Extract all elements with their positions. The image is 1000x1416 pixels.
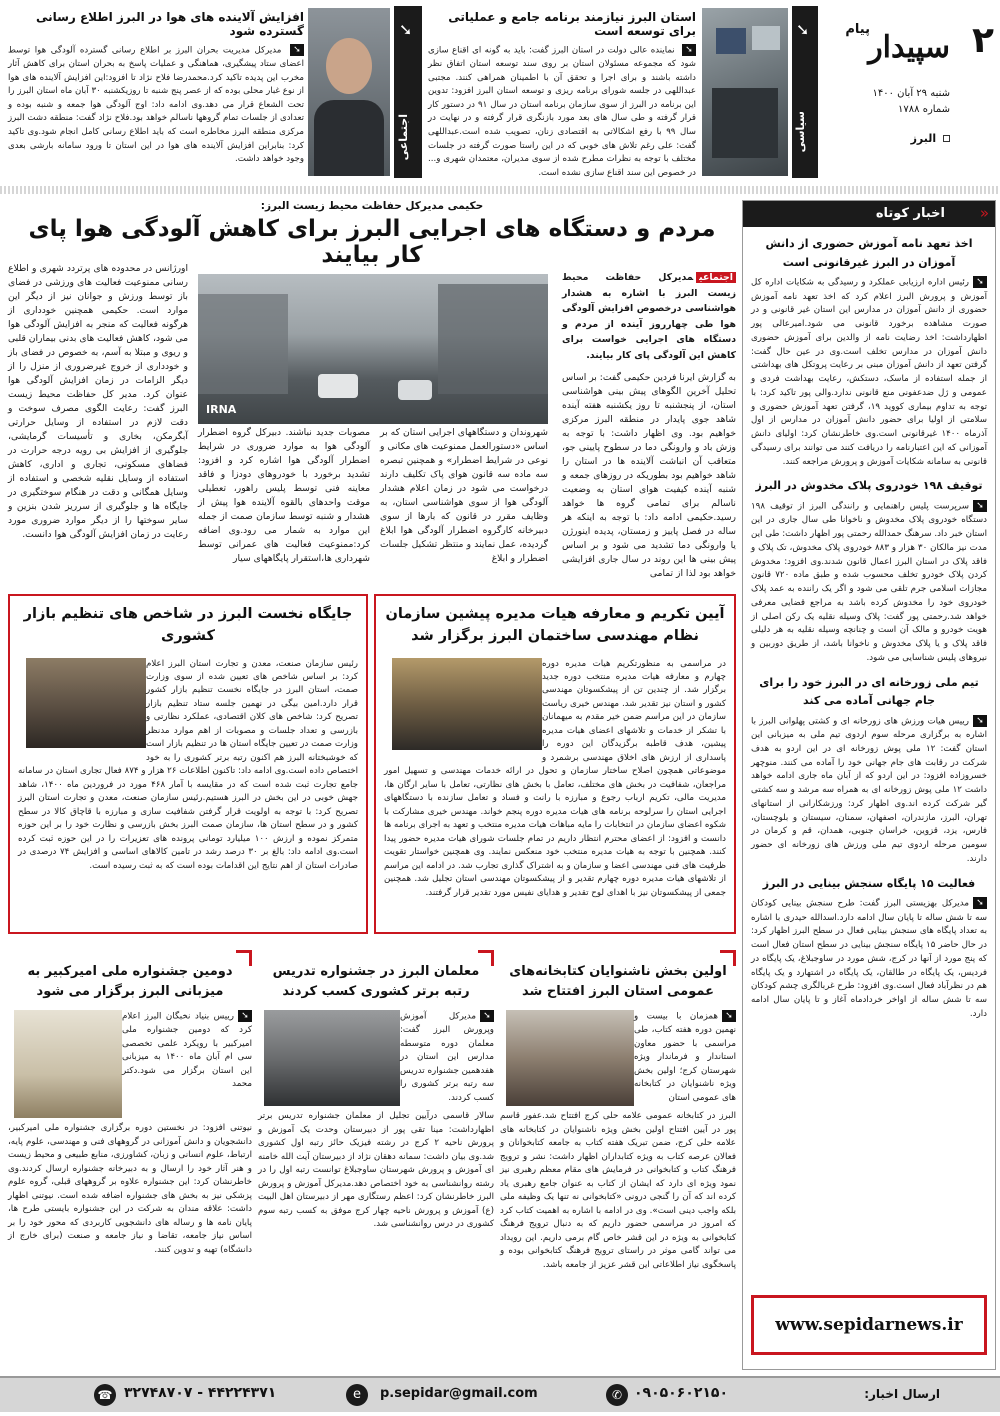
top-right-story (428, 10, 696, 176)
section-label: اجتماعی (696, 272, 736, 283)
arrow-icon: ➘ (973, 715, 987, 727)
arrow-icon: ➘ (973, 276, 987, 288)
section-tab-social: ➘ اجتماعی (394, 6, 422, 178)
region-label: البرز (911, 132, 950, 145)
short-news-sidebar (742, 200, 996, 1370)
masthead (820, 6, 996, 178)
arrow-icon: ➘ (973, 897, 987, 909)
whatsapp-icon: ✆ (606, 1384, 628, 1406)
photo-credit: IRNA (206, 403, 237, 416)
story-body: مدیرکل مدیریت بحران البرز بر اطلاع رسانی گسترده آلودگی هوا توسط اعضای ستاد پیشگیری، هماهنگی و عملیات پاسخ به بحران استان برای کاهش آثار مخرب این پدیده تاکید کرد.محمدرضا فلاح نژاد تا افزود:این افزایش آلاینده های هوا از نوع غبار محلی بوده که از عصر پنج شنبه تا روزیکشنبه ۳۰ آبان ماه استان البرز را تحت الشعاع قرار می دهد.وی ادامه داد: اوج آلودگی هوا جمعه و شنبه بوده و تعدادی از جلسات تمام گروهها ناسالم خواهد بود.فلاح نژاد گفت: منطقه دشت البرز مرکزی منطقه البرز مخاطره است که باید اطلاع رسانی کامل انجام شود.وی تاکید کرد: بنابراین افزایش آلاینده های هوا در این استان تا ورود سامانه بارشی بعدی وجود خواهد داشت. (8, 45, 304, 165)
kicker: حکیمی مدیرکل حفاظت محیط زیست البرز: (260, 200, 484, 212)
short-news-item: توقیف ۱۹۸ خودروی پلاک مخدوش در البرز ➘سرپرست پلیس راهنمایی و رانندگی البرز از توقیف ۱۹۸ دستگاه خودروی پلاک مخدوش و ناخوانا طی سال جاری در این استان خبر داد. سرهنگ حمدالله رحمتی پور اظهار داشت: طی این مدت نیز مالکان ۳۰ هزار و ۸۸۳ خودروی پلاک مخدوش، تک پلاک و فاقد پلاک در استان البرز اعمال قانون شدند.وی افزود: مخدوش کردن پلاک خودرو تخلف محسوب شده و طبق ماده ۷۲۰ قانون مجازات اسلامی جرم تلقی می شود و اگر یک راننده به عمد پلاک خودروی خود را مخدوش کرده باشد به مراجع قضایی معرفی خواهد شد.رحمتی پور گفت: پلاک وسیله نقلیه یک رکن اصلی از هویت خودرو و مالک آن است و چنانچه وسیله نقلیه به هر دلیلی فاقد پلاک و یا پلاک مخدوش و ناخوانا باشد، از طریق دوربین و نیروهای پلیس شناسایی می شود. (751, 479, 988, 663)
main-headline: مردم و دستگاه های اجرایی البرز برای کاهش آلودگی هوا پای کار بیایند (28, 216, 716, 268)
portrait-photo (308, 8, 390, 176)
issue-number: شماره ۱۷۸۸ (898, 104, 950, 115)
short-news-item: تیم ملی زورخانه ای در البرز خود را برای جام جهانی آماده می کند ➘رییس هیات ورزش های زورخانه ای و کشتی پهلوانی البرز با اشاره به برگزاری مرحله سوم اردوی تیم ملی به میزبانی این استان گفت: ۱۲ ملی پوش زورخانه ای در این اردو به هدف شرکت در رقابت های جام جهانی خود را آماده می کنند. منوچهر خسروزاده افزود: در این اردو که از آبان ماه جاری ادامه خواهد داشت ۱۲ ملی پوش زورخانه ای به همراه سه مرشد و سه کشتی گیر شرکت کرده اند.وی اظهار کرد: ورزشکارانی از استانهای تهران، البرز، مازندران، اصفهان، سمنان، سیستان و بلوچستان، فارس، یزد، قزوین، خراسان جنوبی، همدان، قم و کرمان در سومین مرحله اردوی تیم ملی ورزش های زورخانه ای حضور دارند. (751, 675, 988, 864)
arrow-icon: ➘ (796, 20, 810, 39)
phone-icon: ☎ (94, 1384, 116, 1406)
box-body: رئیس سازمان صنعت، معدن و تجارت استان البرز اعلام کرد: بر اساس شاخص های تعیین شده از سوی وزارت صمت، استان البرز در جایگاه نخست تنظیم بازار کشور قرار دارد.امین بیگی در نهمین جلسه ستاد تنظیم بازار تصریح کرد: شاخص های کلان اقتصادی، عملکرد نظارتی و بازرسی و تعداد جلسات و مصوبات از اهم موارد مدنظر وزارت صمت در تعیین جایگاه استان ها در تنظیم بازار است که خوشبختانه البرز هم اکنون رتبه برتر کشوری را به خود اختصاص داده است.وی ادامه داد: تاکنون اطلاعات ۲۶ هزار و ۸۷۴ فعال تجاری استان در سامانه جامع تجارت ثبت شده است که در مقایسه با آمار ۴۶۸ مورد در فروردین ماه ۱۴۰۰، شاهد جهش خوبی در این بخش در البرز هستیم.رئیس سازمان صنعت، معدن و تجارت استان البرز تصریح کرد: با توجه به اولویت قرار گرفتن شفافیت سازی و مبارزه با قاچاق کالا در سطح کشور و در سطح استان ها، سازمان صمت البرز بخش بازرسی و نظارت خود را بر این حوزه متمرکز نموده و ارزش ۱۰۰ میلیارد تومانی پرونده های تعزیرات را در این حوزه ثبت کرده است.وی ادامه داد: بالغ بر ۳۰ درصد رشد در تامین کالاهای اساسی و افزایش ۷۴ درصدی در صادرات استان از اهم نتایج این اقدامات بوده است که به ثبت رسیده است. (18, 658, 358, 871)
poster-photo (14, 1010, 122, 1118)
column-2: شهروندان و دستگاههای اجرایی استان که بر اساس «دستورالعمل ممنوعیت های مکانی و نوعی در شرایط اضطرار» و همچنین تبصره سه ماده سه قانون هوای پاک تکلیف دارند درخواست می شود در زمان اعلام هشدار آلودگی هوا از سوی هواشناسی استان، به وظایف مقرر در قانون که بارها از سوی دبیرخانه کارگروه اضطرار آلودگی هوا ابلاغ گردیده، عمل نمایند و منتظر تشکیل جلسات اضطرار و ابلاغ (380, 427, 548, 564)
main-story (8, 200, 736, 584)
headline: افزایش آلاینده های هوا در البرز اطلاع رسانی گسترده شود (35, 10, 304, 38)
region-bullet-icon (943, 135, 950, 142)
arrow-icon: ➘ (399, 20, 413, 39)
column-4: اورژانس در محدوده های پرتردد شهری و اطلاع رسانی ممنوعیت فعالیت های ورزشی در فضای باز توسط ورزش و جوانان نیز از دیگر این موارد است. حکیمی همچنین خودداری از هرگونه فعالیت که منجر به افزایش آلودگی هوا می شود، کاهش فعالیت های بدنی بیماران قلبی و ریوی و مبتلا به آسم، به خصوص در فضای باز و خودداری از خروج غیرضروری از منزل را از دیگر الزامات در زمان افزایش آلودگی هوا عنوان کرد. مدیر کل حفاظت محیط زیست البرز گفت: رعایت الگوی مصرف سوخت و دقت لازم در استفاده از وسایل حرارتی آبگرمکن، بخاری و تأسیسات گرمایشی، جلوگیری از افزایش بی رویه درجه حرارت در فضاهای مسکونی، تجاری و اداری، کاهش استفاده از وسایل نقلیه شخصی و استفاده از وسایل همگانی و دقت در هنگام سوختگیری در جایگاه ها و جلوگیری از سرریز شدن بنزین و سایر سوختها را از دیگر موارد ضروری مورد رعایت در زمان افزایش آلودگی هوا دانست. (8, 263, 188, 540)
box-headline: جایگاه نخست البرز در شاخص های تنظیم بازار کشوری (23, 606, 353, 644)
lead-block: اجتماعیمدیرکل حفاظت محیط زیست البرز با اشاره به هشدار هواشناسی درخصوص افزایش آلودگی هوا طی چهارروز آینده از مردم و دستگاه های اجرایی خواست برای کاهش این آلودگی پای کار بیایند. به گزارش ایرنا فردین حکیمی گفت: بر اساس تحلیل آخرین الگوهای پیش بینی هواشناسی استان، از پنجشنبه تا روز یکشنبه هفته آینده شاهد جوی پایدار در منطقه البرز مرکزی خواهیم بود. وی اظهار داشت: با توجه به وزش باد و وارونگی دما در سطوح پایینی جو، متعاقب آن انباشت آلاینده ها در استان را شاهد خواهیم بود بطوریکه در روزهای جمعه و شنبه آینده کیفیت هوای استان به وضعیت ناسالم برای تمامی گروه ها خواهد رسید.حکیمی ادامه داد: با توجه به اینکه هر ساله در فصل پاییز و زمستان، پدیده اینورژن یا وارونگی دما تشدید می شود و بر اساس پیش بینی ها این روند در سال جاری افزایشی خواهد بود لذا از تمامی (562, 272, 736, 579)
box-headline: آیین تکریم و معارفه هیات مدیره پیشین سازمان نظام مهندسی ساختمان البرز برگزار شد (385, 606, 725, 644)
issue-date: شنبه ۲۹ آبان ۱۴۰۰ (872, 88, 950, 99)
box-story-engineering (374, 594, 736, 934)
library-photo (506, 1010, 634, 1106)
column-3: مصوبات جدید نباشند. دبیرکل گروه اضطرار آلودگی هوا به موارد ضروری در شرایط اضطرار آلودگی هوا اشاره کرد و افزود: تشدید برخورد با خودروهای دودزا و فاقد معاینه فنی توسط پلیس راهور، تعطیلی موقت واحدهای بالقوه آلاینده هوا پیش از هشدار و شنبه توسط سازمان صمت از جمله این موارد به شمار می رود.وی اضافه کرد:ممنوعیت فعالیت های عمرانی توسط شهرداری ها،استقرار پایگاههای سیار (198, 427, 370, 564)
box-body: در مراسمی به منظورتکریم هیات مدیره دوره چهارم و معارفه هیات مدیره منتخب دوره جدید برگزار شد. از چندین تن از پیشکسوتان مهندسی کشور و استان نیز تقدیر شد. مهندس خیری ریاست سازمان در این مراسم ضمن خیر مقدم به میهمانان با تشکر از خدمات و تلاشهای اعضای هیات مدیره پیشین، هدف قاطبه برگزیدگان این دوره را پاسداری از ارزش های اخلاق مهندسی برشمرد و موضوعاتی همچون اصلاح ساختار سازمان و تحول در ارائه خدمات مهندسی و تسهیل امور مراجعان، شفافیت در بخش های مختلف، تعامل با بخش های نظارتی، تعامل با سایر ارگان ها، مدیریت مالی، تکریم ارباب رجوع و مبارزه با رانت و فساد و تعامل سازنده با دستگاههای اجرایی استان را سرلوحه برنامه های هیات مدیره دوره پنجم خواند. مهندس خیری مشارکت با شکوه اعضای سازمان در انتخابات را مایه مباهات هیات مدیره منتخب و تعهد به اجرای برنامه ها دانست و افزود: از اعضای محترم انتظار داریم در تمام جلسات شورای هیات مدیره حضور پیدا کنند. همچنین با توجه به هیات مدیره منتخب خود منعکس نمایند. وی همچنین خواستار تقویت ظرفیت های فنی مهندسی اعضا و سازمان و به اشتراک گذاری تجارب شد. در ادامه این مراسم از تلاشهای هیات مدیره دوره چهارم تقدیر و از پیشکسوتان مهندسی استان تجلیل شد. همچنین جمعی از پیشکسوتان نیز با اهدای لوح تقدیر و هدایای نفیس مورد تقدیر قرار گرفتند. (384, 658, 726, 898)
story-headline: معلمان البرز در جشنواره تدریس رتبه برتر کشوری کسب کردند (272, 964, 480, 1000)
office-phones[interactable]: ۳۲۷۴۸۷۰۷ - ۴۴۲۲۴۳۷۱ (124, 1385, 277, 1401)
divider (0, 186, 1000, 194)
logo-main: سپیدار (868, 30, 950, 65)
footer-bar (0, 1376, 1000, 1412)
logo-small: پیام (845, 22, 870, 37)
logo (830, 16, 950, 68)
arrow-icon: ➘ (238, 1010, 252, 1022)
corner-mark (236, 950, 252, 966)
story-deaf-library: اولین بخش ناشنوایان کتابخانه‌های عمومی استان البرز افتتاح شد ➘همزمان با بیست و نهمین دوره هفته کتاب، طی مراسمی با حضور معاون استاندار و فرماندار ویژه شهرستان کرج؛ اولین بخش ویژه ناشنوایان در کتابخانه های عمومی استان البرز در کتابخانه عمومی علامه حلی کرج افتتاح شد.عفور قاسم پور در آیین افتتاح اولین بخش ویژه ناشنوایان در کتابخانه های علامه حلی کرج، ضمن تبریک هفته کتاب به جامعه کتابخوانان و فعالان عرصه کتاب به ویژه کتابداران اظهار داشت: نشر و ترویج فرهنگ کتاب و کتابخوانی در فرمایش های مقام معظم رهبری نیز نمود ویژه ای دارد که ایشان از کتاب به عنوان جامع رهبری یاد کرده اند که آن را گنجی درونی «کتابخوانی نه تنها یک وظیفه ملی بلکه واجب دینی است». وی در ادامه با اشاره به اهمیت کتاب کرد که امروز در مراسمی حضور داریم که به دنبال ترویج فرهنگ کتابخوانی به ویژه در این قشر خاص گام برمی داریم. این رویداد می تواند گامی موثر در راستای ترویج فرهنگ کتابخوانی بوده و پاسخگوی نیاز اطلاعاتی این قشر عزیز از جامعه باشد. (500, 950, 736, 1364)
meeting-photo (26, 658, 146, 748)
page-number: ۲ (972, 20, 994, 61)
meeting-photo (702, 8, 788, 176)
story-headline: دومین جشنواره ملی امیرکبیر به میزبانی البرز برگزار می شود (27, 964, 233, 1000)
story-amirkabir: دومین جشنواره ملی امیرکبیر به میزبانی البرز برگزار می شود ➘رییس بنیاد نخبگان البرز اعلام کرد که دومین جشنواره ملی امیرکبیر با رویکرد علمی تخصصی سی ام آبان ماه ۱۴۰۰ به میزبانی این استان برگزار می شود.دکتر محمد نیوتنی افزود: در نخستین دوره برگزاری جشنواره ملی امیرکبیر، دانشجویان و دانش آموزانی در گروههای فنی و مهندسی، علوم پایه، ارتباط، علوم انسانی و زبان، کشاورزی، منابع طبیعی و محیط زیست و هنر آثار خود را ارسال و به دبیرخانه جشنواره ارسال کردند.وی خاطرنشان کرد: این جشنواره علاوه بر گروههای قبلی، گروه علوم پزشکی نیز به بخش های جشنواره اضافه شده است. نیوتنی اظهار داشت: علاقه مندان به شرکت در این جشنواره بایستی طرح ها، پایان نامه ها و رساله های دانشجویی کاربردی که محور خود را بر اساس نیاز جامعه، تقاضا و نیاز جامعه و صنعت (برای خارج از دانشگاه) تهیه و تدوین کنند. (8, 950, 252, 1364)
headline: استان البرز نیازمند برنامه جامع و عملیاتی برای توسعه است (448, 10, 696, 38)
arrow-icon: ➘ (290, 44, 304, 56)
street-photo (198, 274, 548, 424)
short-news-item: فعالیت ۱۵ پایگاه سنجش بینایی در البرز ➘مدیرکل بهزیستی البرز گفت: طرح سنجش بینایی کودکان سه تا شش ساله تا پایان سال ادامه دارد.اسدالله حیدری با اشاره به تعداد پایگاه های سنجش بینایی فعال در سطح البرز اظهار کرد: در حال حاضر ۱۵ پایگاه سنجش بینایی در سطح استان فعال است که پنج مورد از آنها در کرج، شش مورد در ساوجبلاغ، یک پایگاه در فردیس، یک پایگاه در طالقان، یک پایگاه در اشتهارد و یک پایگاه هم در نظرآباد فعال است.وی افزود: طرح غربالگری چشم کودکان سه تا شش ساله از اواخر خردادماه آغاز و تا پایان سال ادامه دارد. (751, 876, 987, 1019)
email-icon: e (346, 1384, 368, 1406)
arrow-icon: ➘ (973, 500, 987, 512)
arrow-icon: ➘ (480, 1010, 494, 1022)
website-link[interactable]: www.sepidarnews.ir (775, 1315, 963, 1335)
email-link[interactable]: p.sepidar@gmail.com (380, 1386, 538, 1401)
corner-mark (478, 950, 494, 966)
column-1: به گزارش ایرنا فردین حکیمی گفت: بر اساس تحلیل آخرین الگوهای پیش بینی هواشناسی استان، از پنجشنبه تا روز یکشنبه هفته آینده شاهد جوی پایدار در منطقه البرز مرکزی خواهیم بود. وی اظهار داشت: با توجه به وزش باد و وارونگی دما در سطوح پایینی جو، متعاقب آن انباشت آلاینده ها در استان را شاهد خواهیم بود بطوریکه در روزهای جمعه و شنبه آینده کیفیت هوای استان به وضعیت ناسالم برای تمامی گروه ها خواهد رسید.حکیمی ادامه داد: با توجه به اینکه هر ساله در فصل پاییز و زمستان، پدیده اینورژن یا وارونگی دما تشدید می شود و بر اساس پیش بینی ها این روند در سال جاری افزایشی خواهد بود لذا از تمامی (562, 372, 736, 579)
corner-mark (720, 950, 736, 966)
story-body: نماینده عالی دولت در استان البرز گفت: باید به گونه ای اقناع سازی شود که مجموعه مسئولان استان بر روی سند توسعه استان اتفاق نظر داشته باشند و برای اجرا و تحقق آن با اطمینان همراهی کنند. مجتبی عبداللهی در جلسه شورای برنامه ریزی و توسعه استان البرز افزود: تدوین این برنامه در البرز از سوی سازمان برنامه استان در سال ۹۱ در دستور کار قرار گرفته و طی سال های بعد مورد بازنگری قرار گرفته و در نهایت در سال ۹۹ با رفع اشکالاتی به اقتصادی زنان، تصویب شده است.عبداللهی گفت: علی رغم تلاش های خوبی که در این راستا صورت گرفته در جلسات مختلف با توجه به نظرات مطرح شده از سوی مدیران، معتمدان شهری و... در خصوص این سند اقناع سازی نشده است. (428, 45, 697, 178)
double-chevron-icon: « (979, 204, 989, 222)
story-headline: اولین بخش ناشنوایان کتابخانه‌های عمومی استان البرز افتتاح شد (509, 964, 727, 1000)
arrow-icon: ➘ (682, 44, 696, 56)
box-story-market (8, 594, 368, 934)
website-banner (751, 1295, 987, 1355)
footer-label: ارسال اخبار: (864, 1387, 940, 1401)
ceremony-photo (264, 1010, 400, 1106)
sidebar-header: « اخبار کوتاه (743, 201, 995, 227)
short-news-item: اخذ تعهد نامه آموزش حضوری از دانش آموزان در البرز غیرقانونی است ➘رئیس اداره ارزیابی عملکرد و رسیدگی به شکایات اداره کل آموزش و پرورش البرز اعلام کرد که اخذ تعهد نامه آموزش حضوری از دانش آموزان در مدارس این استان غیر قانونی و در صورت مشاهده برخورد قانونی می شود.امیرعالی پور اظهارداشت: اخذ رضایت نامه از والدین برای آموزش حضوری دانش آموزان در مدارس تخلف است.وی در عین حال گفت: گرفتن تعهد از دانش آموزان مبنی بر رعایت پروتکل های بهداشتی از جمله استفاده از ماسک، دستکش، رعایت بهداشت فردی و عمومی و ژل ضدعفونی منع قانونی ندارد.والی پور تاکید کرد: با توجه به تداوم بیماری کووید ۱۹، گرفتن تعهد آموزش حضوری و سلامتی از اولیا برای حضور دانش آموزان در مدارس از اول آذرماه ۱۴۰۰ غیرقانونی است.وی خاطرنشان کرد: اولیای دانش آموزانی که این اعتبارنامه را دریافت کنند می توانند برای رسیدگی قانونی به سامانه شکایات آموزش و پرورش مراجعه کنند. (751, 237, 988, 467)
mobile-phone[interactable]: ۰۹۰۵۰۶۰۲۱۵۰ (634, 1385, 728, 1401)
arrow-icon: ➘ (722, 1010, 736, 1022)
ceremony-photo (392, 658, 542, 750)
top-left-story (8, 10, 304, 176)
section-tab-politics: ➘ سیاسی (792, 6, 818, 178)
story-teachers: معلمان البرز در جشنواره تدریس رتبه برتر کشوری کسب کردند ➘مدیرکل آموزش وپرورش البرز گفت: معلمان دوره متوسطه مدارس این استان در هفدهمین جشنواره تدریس سه رتبه برتر کشوری را کسب کردند. سالار قاسمی درآیین تجلیل از معلمان جشنواره تدریس برتر اظهارداشت: مینا تقی پور از دبیرستان وحدت یک آموزش و پرورش ناحیه ۲ کرج در رشته فیزیک حائز رتبه اول کشوری شد.وی بیان داشت: سمانه دهقان نژاد از دبیرستان آیت الله خامنه ای آموزش و پرورش شهرستان ساوجبلاغ توانست رتبه اول را در رشته روانشناسی به خود اختصاص دهد.مدیرکل آموزش و پرورش البرز خاطرنشان کرد: اعظم رستگاری مهر از دبیرستان اهل البیت (ع) آموزش و پرورش ناحیه چهار کرج موفق به کسب رتبه سوم کشوری در درس روانشناسی شد. (258, 950, 494, 1364)
